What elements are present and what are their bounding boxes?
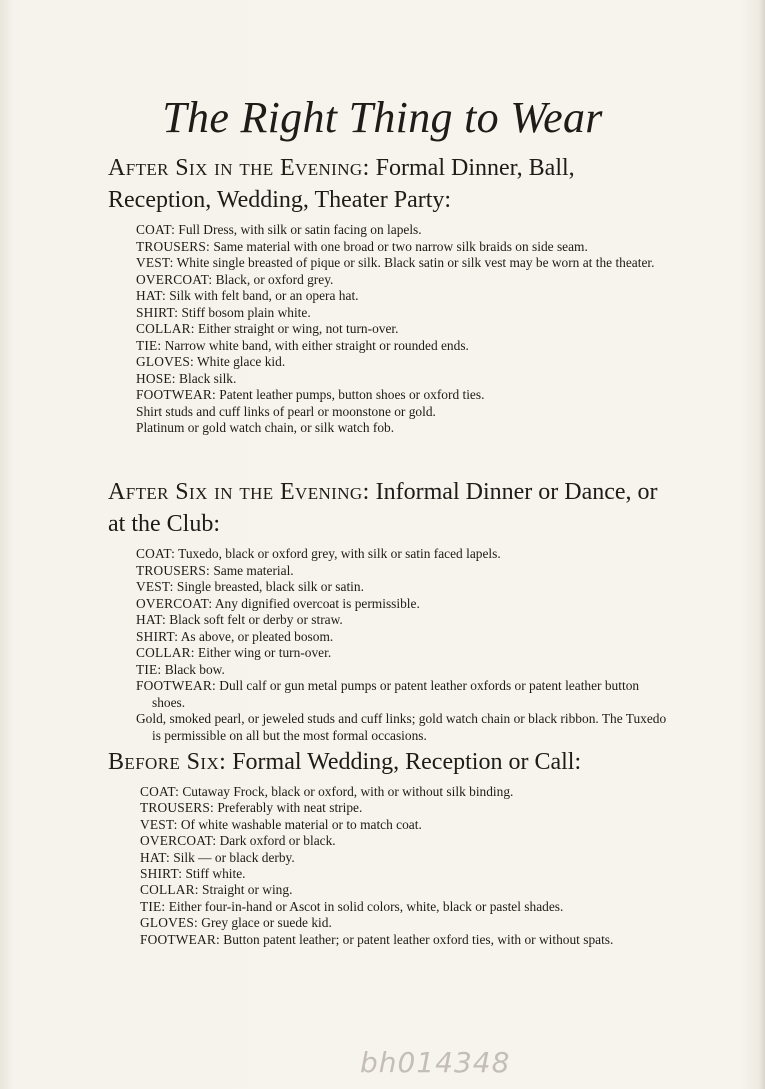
list-item — [136, 305, 668, 322]
item-text: Silk with felt band, or an opera hat. — [165, 288, 359, 303]
list-item — [136, 338, 668, 355]
item-text: Platinum or gold watch chain, or silk watch fob. — [136, 420, 395, 435]
list-item — [140, 882, 668, 898]
section-formal-evening — [108, 152, 668, 437]
list-item — [140, 817, 668, 833]
item-text: Black silk. — [175, 370, 237, 386]
section-informal-evening — [108, 476, 668, 744]
item-text: Of white washable material or to match coat. — [177, 816, 422, 832]
section-heading-rest: Informal Dinner or Dance, or at the Club: — [108, 479, 658, 537]
list-item — [136, 662, 668, 679]
item-text: Button patent leather; or patent leather oxford ties, with or without spats. — [219, 931, 614, 947]
attire-list — [108, 546, 668, 744]
attire-list — [108, 222, 668, 437]
item-text: Dark oxford or black. — [216, 833, 336, 849]
item-text: White single breasted of pique or silk. Black satin or silk vest may be worn at the theater. — [173, 255, 655, 270]
list-item — [136, 546, 668, 563]
list-item — [136, 612, 668, 629]
list-item — [136, 404, 668, 421]
item-text: Gold, smoked pearl, or jeweled studs and cuff links; gold watch chain or black ribbon. The Tuxedo is permissible on all but the most formal occasions. — [136, 711, 667, 743]
item-label: COAT: — [136, 546, 176, 561]
item-label: VEST: — [136, 579, 174, 594]
archive-stamp: bh014348 — [360, 1046, 511, 1079]
item-label: VEST: — [136, 255, 174, 270]
list-item — [136, 321, 668, 338]
attire-list — [108, 784, 668, 948]
item-label: TIE: — [136, 337, 162, 353]
item-text: Either four-in-hand or Ascot in solid colors, white, black or pastel shades. — [165, 898, 564, 914]
item-text: Shirt studs and cuff links of pearl or moonstone or gold. — [136, 403, 436, 419]
section-heading-lead: Before Six: — [108, 749, 227, 775]
item-text: Either wing or turn-over. — [194, 645, 332, 660]
item-text: Black, or oxford grey. — [212, 271, 334, 287]
item-label: GLOVES: — [140, 915, 198, 931]
list-item — [140, 800, 668, 816]
item-text: Black bow. — [161, 661, 225, 677]
list-item — [140, 784, 668, 800]
item-text: Cutaway Frock, black or oxford, with or without silk binding. — [179, 784, 514, 799]
item-label: COLLAR: — [140, 882, 199, 898]
list-item — [136, 288, 668, 305]
item-label: HAT: — [136, 612, 166, 627]
item-text: Patent leather pumps, button shoes or oxford ties. — [215, 387, 485, 402]
page-edge-shadow — [759, 0, 765, 1089]
list-item — [136, 645, 668, 662]
section-heading-lead: After Six in the Evening: — [108, 155, 370, 181]
item-text: Either straight or wing, not turn-over. — [194, 321, 399, 336]
item-label: COLLAR: — [136, 645, 195, 660]
list-item — [140, 899, 668, 915]
item-label: COLLAR: — [136, 321, 195, 336]
page-title: The Right Thing to Wear — [162, 93, 603, 142]
list-item — [140, 915, 668, 931]
list-item — [136, 239, 668, 256]
list-item — [136, 579, 668, 596]
item-label: FOOTWEAR: — [136, 678, 216, 693]
item-label: HAT: — [136, 288, 166, 303]
section-heading-rest: Formal Dinner, Ball, Reception, Wedding, Theater Party: — [108, 155, 575, 213]
item-text: As above, or pleated bosom. — [178, 628, 334, 644]
item-text: Any dignified overcoat is permissible. — [212, 595, 420, 611]
item-label: HAT: — [140, 849, 170, 865]
list-item — [140, 932, 668, 948]
list-item — [136, 354, 668, 371]
list-item — [136, 596, 668, 613]
item-label: GLOVES: — [136, 354, 194, 369]
item-label: SHIRT: — [140, 866, 183, 882]
list-item — [140, 866, 668, 882]
item-text: Stiff bosom plain white. — [178, 304, 311, 320]
item-text: Full Dress, with silk or satin facing on lapels. — [175, 222, 422, 237]
list-item — [136, 629, 668, 646]
item-text: Straight or wing. — [198, 882, 293, 898]
item-text: Tuxedo, black or oxford grey, with silk or satin faced lapels. — [175, 546, 501, 561]
list-item — [136, 255, 668, 272]
item-text: Silk — or black derby. — [169, 849, 295, 865]
item-label: COAT: — [136, 222, 176, 237]
item-label: OVERCOAT: — [136, 595, 213, 611]
item-text: Same material with one broad or two narrow silk braids on side seam. — [209, 238, 588, 254]
list-item — [136, 387, 668, 404]
list-item — [136, 420, 668, 437]
list-item — [140, 850, 668, 866]
item-label: TROUSERS: — [136, 238, 210, 254]
item-label: FOOTWEAR: — [136, 387, 216, 402]
list-item — [136, 563, 668, 580]
item-text: Preferably with neat stripe. — [213, 800, 363, 816]
item-text: Same material. — [209, 562, 294, 578]
item-text: Dull calf or gun metal pumps or patent leather oxfords or patent leather button shoes. — [152, 678, 640, 710]
item-label: OVERCOAT: — [136, 271, 213, 287]
item-label: VEST: — [140, 816, 178, 832]
item-text: White glace kid. — [193, 354, 286, 369]
section-before-six — [108, 746, 668, 948]
item-text: Single breasted, black silk or satin. — [173, 579, 364, 594]
section-heading — [108, 746, 668, 778]
item-text: Stiff white. — [182, 866, 246, 882]
item-label: COAT: — [140, 784, 180, 799]
section-heading-lead: After Six in the Evening: — [108, 479, 370, 505]
item-text: Black soft felt or derby or straw. — [165, 612, 343, 627]
item-text: Grey glace or suede kid. — [197, 915, 332, 931]
item-label: TROUSERS: — [136, 562, 210, 578]
item-label: OVERCOAT: — [140, 833, 217, 849]
list-item — [136, 222, 668, 239]
section-heading — [108, 476, 668, 540]
item-label: HOSE: — [136, 370, 176, 386]
list-item — [136, 371, 668, 388]
list-item — [140, 833, 668, 849]
list-item — [136, 678, 668, 711]
item-label: FOOTWEAR: — [140, 931, 220, 947]
item-label: TIE: — [140, 898, 166, 914]
list-item — [136, 711, 668, 744]
item-label: SHIRT: — [136, 304, 179, 320]
item-label: TIE: — [136, 661, 162, 677]
item-label: SHIRT: — [136, 628, 179, 644]
item-text: Narrow white band, with either straight or rounded ends. — [161, 337, 469, 353]
section-heading-rest: Formal Wedding, Reception or Call: — [226, 749, 582, 775]
list-item — [136, 272, 668, 289]
item-label: TROUSERS: — [140, 800, 214, 816]
section-heading — [108, 152, 668, 216]
